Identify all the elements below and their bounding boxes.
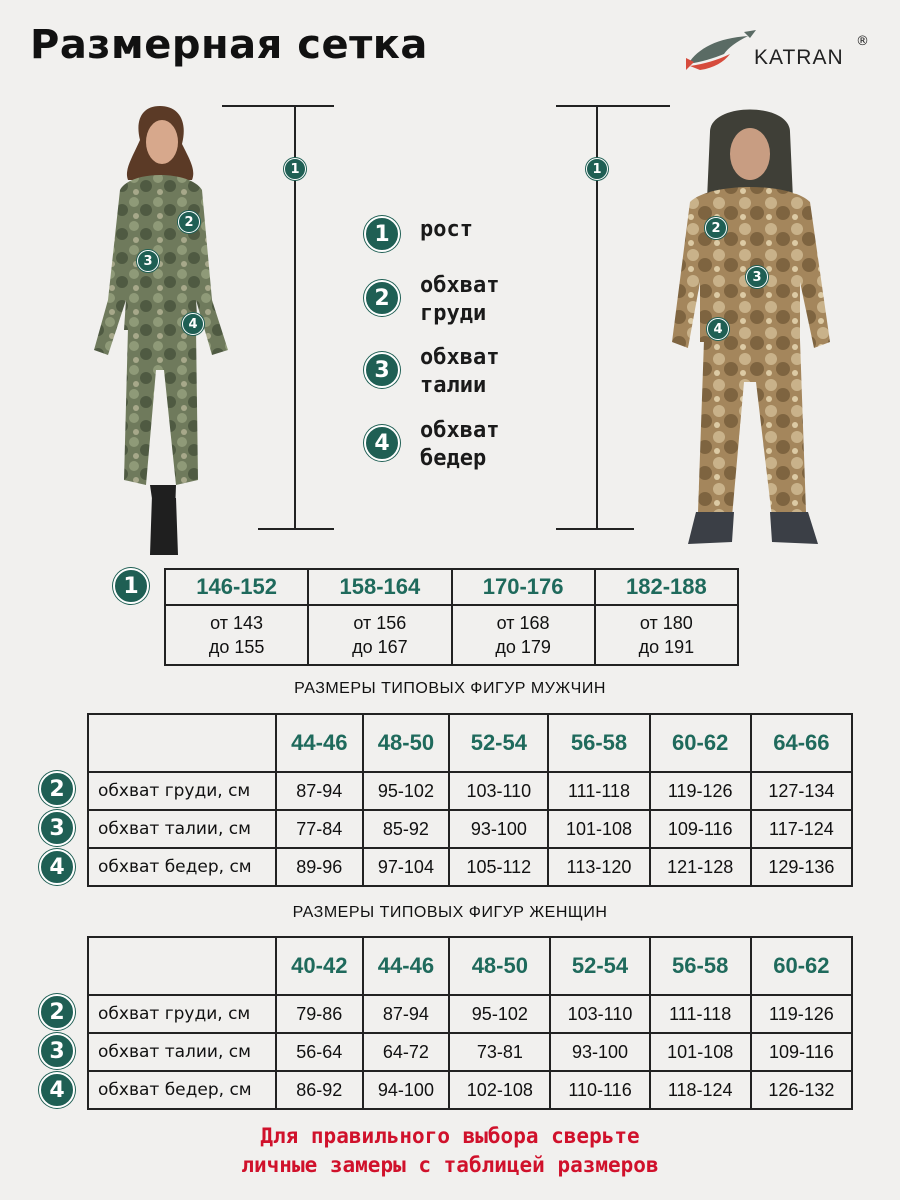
height-table-badge: 1	[113, 568, 149, 604]
marker-chest-woman: 2	[178, 211, 200, 233]
marker-waist-man: 3	[746, 266, 768, 288]
women-row-badge: 2	[39, 994, 75, 1030]
table-row	[88, 810, 852, 848]
table-cell: 93-100	[449, 810, 548, 848]
registered-mark: ®	[856, 34, 869, 49]
marker-chest-man: 2	[705, 217, 727, 239]
table-cell: 109-116	[751, 1033, 852, 1071]
legend-label: обхват груди	[420, 273, 500, 326]
man-silhouette	[660, 92, 850, 557]
men-row-badge: 4	[39, 849, 75, 885]
table-cell: 64-72	[363, 1033, 450, 1071]
table-cell: 93-100	[550, 1033, 649, 1071]
corner-cell	[88, 714, 276, 772]
table-cell: 109-116	[650, 810, 751, 848]
table-cell: 111-118	[650, 995, 751, 1033]
marker-height-right: 1	[586, 158, 608, 180]
legend-label: обхват бедер	[420, 418, 500, 471]
legend-hips	[364, 417, 499, 473]
row-label: обхват бедер, см	[88, 1071, 276, 1109]
fitting-note-line-2: личные замеры с таблицей размеров	[241, 1153, 659, 1177]
woman-figure	[80, 100, 240, 565]
table-cell: 119-126	[650, 772, 751, 810]
table-cell: 95-102	[363, 772, 450, 810]
women-table-caption: РАЗМЕРЫ ТИПОВЫХ ФИГУР ЖЕНЩИН	[292, 904, 608, 921]
table-cell: 127-134	[751, 772, 852, 810]
table-cell: 101-108	[650, 1033, 751, 1071]
table-cell: 126-132	[751, 1071, 852, 1109]
table-cell: 97-104	[363, 848, 450, 886]
height-line-top-right	[556, 105, 670, 107]
table-cell: 85-92	[363, 810, 450, 848]
marker-waist-woman: 3	[137, 250, 159, 272]
size-header: 52-54	[449, 714, 548, 772]
row-label: обхват груди, см	[88, 772, 276, 810]
legend-badge: 2	[364, 280, 400, 316]
table-cell: 117-124	[751, 810, 852, 848]
table-cell: 87-94	[276, 772, 363, 810]
legend-badge: 3	[364, 352, 400, 388]
size-header: 60-62	[650, 714, 751, 772]
women-size-table	[87, 936, 853, 1110]
height-size: 182-188	[595, 569, 738, 605]
table-cell: 110-116	[550, 1071, 649, 1109]
height-size: 146-152	[165, 569, 308, 605]
legend-label: рост	[420, 217, 473, 242]
height-table	[164, 568, 739, 666]
size-header: 60-62	[751, 937, 852, 995]
men-row-badge: 2	[39, 771, 75, 807]
table-cell: 79-86	[276, 995, 363, 1033]
table-cell: 119-126	[751, 995, 852, 1033]
women-row-badge: 3	[39, 1033, 75, 1069]
legend-chest	[364, 272, 499, 328]
legend-label: обхват талии	[420, 345, 500, 398]
table-row	[88, 1071, 852, 1109]
legend-badge: 1	[364, 216, 400, 252]
legend-badge: 4	[364, 425, 400, 461]
size-header: 44-46	[363, 937, 450, 995]
height-range: от 156 до 167	[308, 605, 451, 665]
table-cell: 87-94	[363, 995, 450, 1033]
legend-waist	[364, 344, 499, 400]
brand-logo	[684, 28, 874, 76]
table-row	[88, 1033, 852, 1071]
size-header: 44-46	[276, 714, 363, 772]
page-title: Размерная сетка	[30, 22, 428, 68]
table-cell: 113-120	[548, 848, 649, 886]
table-cell: 118-124	[650, 1071, 751, 1109]
women-row-badge: 4	[39, 1072, 75, 1108]
height-line-bottom-left	[258, 528, 334, 530]
row-label: обхват груди, см	[88, 995, 276, 1033]
table-cell: 121-128	[650, 848, 751, 886]
fitting-note-line-1: Для правильного выбора сверьте	[260, 1124, 640, 1148]
table-row	[88, 995, 852, 1033]
table-cell: 103-110	[449, 772, 548, 810]
table-cell: 111-118	[548, 772, 649, 810]
size-header: 52-54	[550, 937, 649, 995]
marker-hips-man: 4	[707, 318, 729, 340]
row-label: обхват талии, см	[88, 810, 276, 848]
size-header: 40-42	[276, 937, 363, 995]
height-line-top-left	[222, 105, 334, 107]
table-cell: 94-100	[363, 1071, 450, 1109]
corner-cell	[88, 937, 276, 995]
height-size: 158-164	[308, 569, 451, 605]
table-row	[88, 772, 852, 810]
table-row	[88, 848, 852, 886]
table-cell: 101-108	[548, 810, 649, 848]
table-cell: 73-81	[449, 1033, 550, 1071]
size-header: 64-66	[751, 714, 852, 772]
table-cell: 95-102	[449, 995, 550, 1033]
height-line-bottom-right	[556, 528, 634, 530]
table-cell: 105-112	[449, 848, 548, 886]
men-row-badge: 3	[39, 810, 75, 846]
size-header: 56-58	[548, 714, 649, 772]
fish-icon	[684, 28, 758, 74]
table-cell: 89-96	[276, 848, 363, 886]
legend-height	[364, 216, 473, 252]
table-cell: 129-136	[751, 848, 852, 886]
table-cell: 86-92	[276, 1071, 363, 1109]
brand-name: KATRAN	[754, 46, 844, 69]
table-cell: 56-64	[276, 1033, 363, 1071]
height-range: от 180 до 191	[595, 605, 738, 665]
man-figure	[660, 92, 850, 557]
size-header: 56-58	[650, 937, 751, 995]
size-header: 48-50	[363, 714, 450, 772]
table-cell: 103-110	[550, 995, 649, 1033]
table-cell: 102-108	[449, 1071, 550, 1109]
marker-hips-woman: 4	[182, 313, 204, 335]
height-range: от 168 до 179	[452, 605, 595, 665]
men-size-table	[87, 713, 853, 887]
size-header: 48-50	[449, 937, 550, 995]
marker-height-left: 1	[284, 158, 306, 180]
table-cell: 77-84	[276, 810, 363, 848]
woman-silhouette	[80, 100, 240, 565]
row-label: обхват талии, см	[88, 1033, 276, 1071]
height-size: 170-176	[452, 569, 595, 605]
height-range: от 143 до 155	[165, 605, 308, 665]
men-table-caption: РАЗМЕРЫ ТИПОВЫХ ФИГУР МУЖЧИН	[294, 680, 606, 697]
row-label: обхват бедер, см	[88, 848, 276, 886]
